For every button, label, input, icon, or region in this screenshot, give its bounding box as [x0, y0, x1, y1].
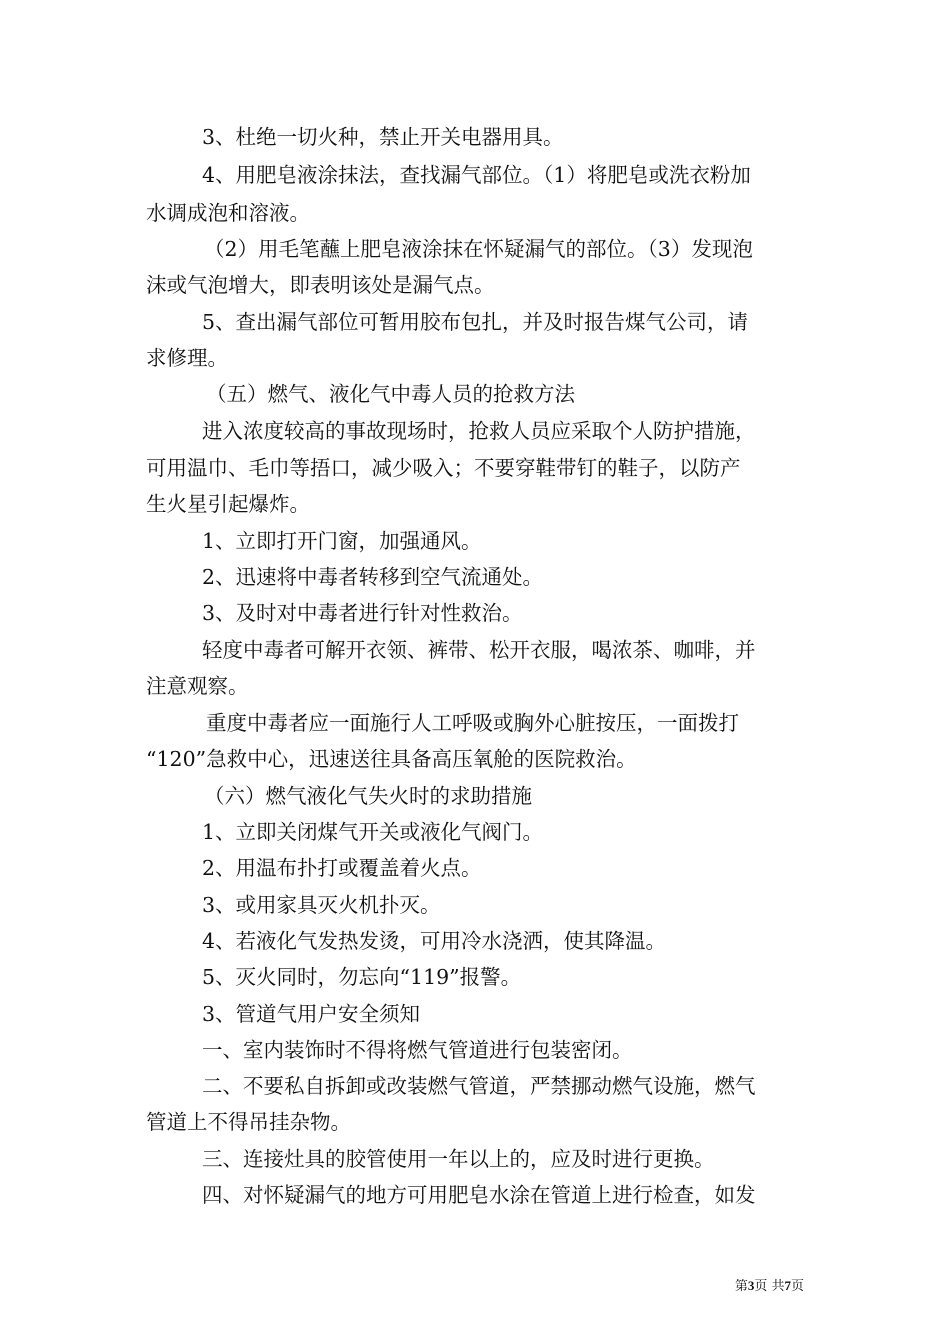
section-heading-six: （六）燃气液化气失火时的求助措施	[204, 784, 532, 808]
paragraph-line: 1、立即关闭煤气开关或液化气阀门。	[202, 820, 544, 844]
paragraph-line: 注意观察。	[146, 674, 249, 698]
footer-middle: 页 共	[754, 1279, 785, 1294]
footer-suffix: 页	[790, 1279, 804, 1294]
page-number-footer	[735, 1278, 804, 1295]
paragraph-line: 轻度中毒者可解开衣领、裤带、松开衣服，喝浓茶、咖啡，并	[202, 638, 756, 662]
paragraph-line: 一、室内装饰时不得将燃气管道进行包装密闭。	[202, 1038, 633, 1062]
paragraph-line: 管道上不得吊挂杂物。	[146, 1110, 351, 1134]
paragraph-line: 1、立即打开门窗，加强通风。	[202, 529, 482, 553]
footer-total-pages: 7	[784, 1278, 791, 1293]
paragraph-line: （2）用毛笔蘸上肥皂液涂抹在怀疑漏气的部位。（3）发现泡	[204, 237, 753, 261]
section-heading-five: （五）燃气、液化气中毒人员的抢救方法	[206, 382, 575, 406]
paragraph-line: 沫或气泡增大，即表明该处是漏气点。	[146, 273, 495, 297]
paragraph-line: 可用温巾、毛巾等捂口，减少吸入；不要穿鞋带钉的鞋子，以防产	[146, 456, 741, 480]
paragraph-line: 4、用肥皂液涂抹法，查找漏气部位。（1）将肥皂或洗衣粉加	[202, 163, 751, 187]
paragraph-line: 5、查出漏气部位可暂用胶布包扎，并及时报告煤气公司，请	[202, 310, 749, 334]
paragraph-line: 四、对怀疑漏气的地方可用肥皂水涂在管道上进行检查，如发	[202, 1183, 756, 1207]
paragraph-line: 2、迅速将中毒者转移到空气流通处。	[202, 565, 544, 589]
paragraph-line: 重度中毒者应一面施行人工呼吸或胸外心脏按压，一面拨打	[206, 711, 739, 735]
footer-current-page: 3	[747, 1278, 755, 1293]
paragraph-line: “120”急救中心，迅速送往具备高压氧舱的医院救治。	[146, 747, 637, 771]
paragraph-line: 水调成泡和溶液。	[146, 201, 310, 225]
paragraph-line: 5、灭火同时，勿忘向“119”报警。	[202, 965, 522, 989]
footer-prefix: 第	[734, 1279, 748, 1294]
paragraph-line: 二、不要私自拆卸或改装燃气管道，严禁挪动燃气设施，燃气	[202, 1074, 756, 1098]
paragraph-line: 3、杜绝一切火种，禁止开关电器用具。	[202, 125, 564, 149]
paragraph-line: 2、用温布扑打或覆盖着火点。	[202, 856, 482, 880]
paragraph-line: 三、连接灶具的胶管使用一年以上的，应及时进行更换。	[202, 1147, 715, 1171]
paragraph-line: 3、或用家具灭火机扑灭。	[202, 893, 441, 917]
paragraph-line: 生火星引起爆炸。	[146, 492, 310, 516]
paragraph-line: 4、若液化气发热发烫，可用冷水浇洒，使其降温。	[202, 929, 667, 953]
section-heading-pipeline: 3、管道气用户安全须知	[202, 1002, 421, 1026]
paragraph-line: 求修理。	[146, 346, 228, 370]
paragraph-line: 进入浓度较高的事故现场时，抢救人员应采取个人防护措施，	[202, 419, 756, 443]
paragraph-line: 3、及时对中毒者进行针对性救治。	[202, 601, 523, 625]
